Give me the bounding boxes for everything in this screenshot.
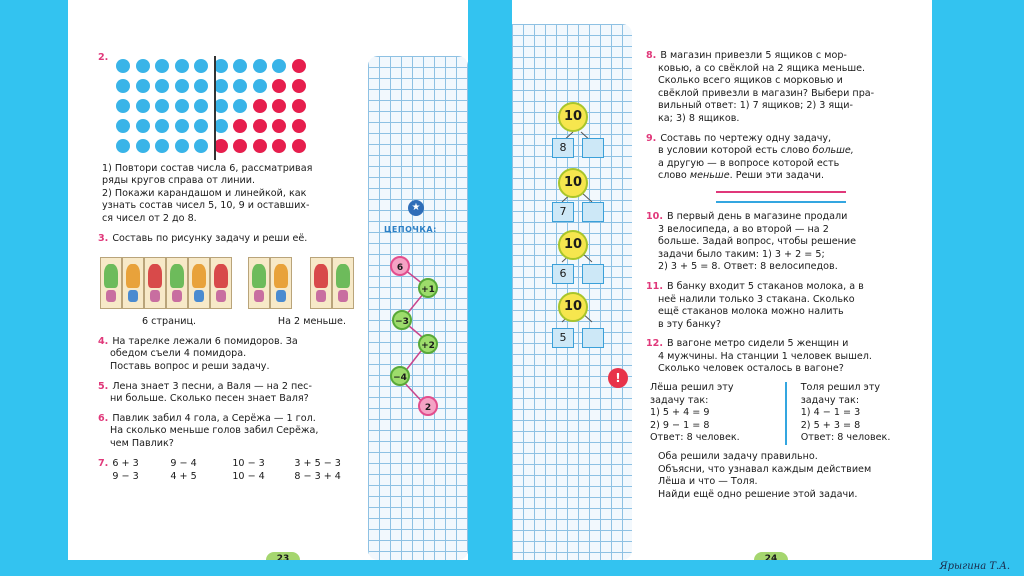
task-text: в эту банку?: [658, 318, 721, 330]
segment-line: [716, 201, 846, 203]
number-box: 8: [552, 138, 574, 158]
task-text: На сколько меньше голов забил Серёжа,: [110, 425, 319, 437]
right-text-column: [646, 50, 926, 508]
blue-dot: [233, 79, 247, 93]
book-page-image: [248, 257, 270, 309]
blue-dot: [253, 79, 267, 93]
task-text: Сколько человек осталось в вагоне?: [658, 363, 844, 375]
task-text: Составь по рисунку задачу и реши её.: [112, 232, 308, 244]
task-text: На тарелке лежали 6 помидоров. За: [112, 335, 298, 347]
book-page-image: [122, 257, 144, 309]
book-page-image: [270, 257, 292, 309]
number-circle: 10: [558, 168, 588, 198]
number-box: 5: [552, 328, 574, 348]
task-number: 8.: [646, 50, 657, 61]
blue-dot: [175, 139, 189, 153]
task-text: В магазин привезли 5 ящиков с мор-: [660, 50, 847, 61]
empty-box: [582, 138, 604, 158]
chain-label: ЦЕПОЧКА:: [384, 225, 437, 234]
task-number: 10.: [646, 210, 663, 222]
expression: 9 − 4: [170, 457, 197, 469]
solution-line: Ответ: 8 человек.: [800, 432, 891, 444]
red-dot: [253, 119, 267, 133]
empty-box: [582, 264, 604, 284]
book-page-image: [144, 257, 166, 309]
blue-dot: [214, 59, 228, 73]
caption: На 2 меньше.: [277, 316, 346, 328]
chain-node: 6: [390, 256, 410, 276]
blue-dot: [116, 59, 130, 73]
page-number: 23: [266, 552, 300, 560]
chain-node: +1: [418, 278, 438, 298]
tolya-solution: [797, 382, 926, 445]
red-dot: [233, 139, 247, 153]
book-page-image: [210, 257, 232, 309]
blue-dot: [136, 99, 150, 113]
task-number: 12.: [646, 338, 663, 350]
chain-node: −3: [392, 310, 412, 330]
task-text: ся чисел от 2 до 8.: [102, 212, 197, 224]
task-text: ряды кругов справа от линии.: [102, 175, 256, 187]
number-circle: 10: [558, 102, 588, 132]
task-number: 5.: [98, 380, 109, 392]
blue-dot: [136, 79, 150, 93]
number-circle: 10: [558, 230, 588, 260]
empty-box: [582, 328, 604, 348]
task-text: ковью, а со свёклой на 2 ящика меньше.: [658, 62, 866, 74]
blue-dot: [214, 99, 228, 113]
task-11: [646, 281, 926, 331]
expression: 10 − 3: [232, 457, 265, 469]
task-6: [98, 413, 360, 451]
expression: 6 + 3: [112, 457, 139, 469]
task-text: Объясни, что узнавал каждым действием: [658, 463, 872, 475]
task-3: [98, 233, 360, 329]
red-dot: [292, 99, 306, 113]
task-text: узнать состав чисел 5, 10, 9 и оставших-: [102, 200, 310, 212]
solutions-columns: [646, 382, 926, 445]
task-10: [646, 211, 926, 274]
solution-line: 1) 5 + 4 = 9: [650, 407, 710, 419]
segment-drawing: [716, 191, 846, 203]
blue-dot: [194, 99, 208, 113]
task-text: 2) Покажи карандашом и линейкой, как: [102, 187, 307, 199]
caption: 6 страниц.: [142, 316, 197, 328]
task-text: неё налили только 3 стакана. Сколько: [658, 293, 855, 305]
book-page-image: [166, 257, 188, 309]
task-12: [646, 338, 926, 501]
blue-dot: [194, 79, 208, 93]
task-text: ни больше. Сколько песен знает Валя?: [110, 393, 309, 405]
red-dot: [272, 139, 286, 153]
red-dot: [292, 139, 306, 153]
task-text: Найди ещё одно решение этой задачи.: [658, 488, 858, 500]
task-text: 2) 3 + 5 = 8. Ответ: 8 велосипедов.: [658, 261, 838, 273]
task-8: [646, 50, 926, 126]
task-text: 3 велосипеда, а во второй — на 2: [658, 223, 829, 235]
task-2: [98, 52, 360, 226]
solution-line: задачу так:: [800, 394, 860, 406]
task-text: Сколько всего ящиков с морковью и: [658, 75, 843, 87]
task-text: Составь по чертежу одну задачу,: [660, 132, 832, 144]
task-text: больше. Задай вопрос, чтобы решение: [658, 236, 857, 248]
solution-line: Толя решил эту: [800, 382, 881, 394]
task-text: . Реши эти задачи.: [729, 170, 825, 182]
book-page-image: [188, 257, 210, 309]
task-7: [98, 458, 360, 484]
expression: 8 − 3 + 4: [294, 471, 341, 483]
blue-dot: [136, 119, 150, 133]
task-9: [646, 133, 926, 203]
task-text: свёклой привезли в магазин? Выбери пра-: [658, 87, 875, 99]
red-dot: [214, 139, 228, 153]
author-signature: Ярыгина Т.А.: [939, 561, 1010, 572]
red-dot: [292, 79, 306, 93]
task-number: 3.: [98, 232, 109, 244]
solution-line: 1) 4 − 1 = 3: [800, 407, 861, 419]
empty-box: [582, 202, 604, 222]
blue-dot: [136, 59, 150, 73]
blue-dot: [136, 139, 150, 153]
task-number: 11.: [646, 280, 663, 292]
blue-dot: [233, 59, 247, 73]
number-box: 7: [552, 202, 574, 222]
solution-line: Ответ: 8 человек.: [650, 432, 740, 444]
segment-line: [716, 191, 846, 193]
red-dot: [253, 139, 267, 153]
key-word: больше,: [812, 145, 854, 157]
number-box: 6: [552, 264, 574, 284]
task-text: Оба решили задачу правильно.: [658, 451, 818, 463]
blue-dot: [175, 99, 189, 113]
task-number: 6.: [98, 412, 109, 424]
blue-dot: [175, 119, 189, 133]
task-text: ещё стаканов молока можно налить: [658, 306, 844, 318]
book-page-image: [332, 257, 354, 309]
blue-dot: [253, 59, 267, 73]
red-dot: [272, 79, 286, 93]
solution-line: 2) 5 + 3 = 8: [800, 419, 861, 431]
task-text: а другую — в вопросе которой есть: [658, 157, 840, 169]
task-number: 9.: [646, 132, 657, 144]
task-text: Поставь вопрос и реши задачу.: [110, 360, 270, 372]
blue-dot: [194, 59, 208, 73]
blue-dot: [155, 99, 169, 113]
blue-dot: [116, 139, 130, 153]
task-text: 1) Повтори состав числа 6, рассматривая: [102, 162, 313, 174]
task-text: вильный ответ: 1) 7 ящиков; 2) 3 ящи-: [658, 100, 853, 112]
task-text: Лена знает 3 песни, а Валя — на 2 пес-: [112, 380, 312, 392]
lesha-solution: [646, 382, 775, 445]
red-dot: [292, 59, 306, 73]
exclamation-icon: !: [608, 368, 628, 388]
blue-dot: [155, 79, 169, 93]
dot-grid: [116, 59, 316, 153]
column-divider: [785, 382, 786, 445]
task-text: в условии которой есть слово: [658, 145, 813, 157]
blue-dot: [116, 79, 130, 93]
blue-dot: [155, 59, 169, 73]
red-dot: [233, 119, 247, 133]
chain-node: −4: [390, 366, 410, 386]
blue-dot: [214, 119, 228, 133]
task-number: 7.: [98, 457, 109, 469]
solution-line: Лёша решил эту: [650, 382, 734, 394]
key-word: меньше: [689, 170, 730, 182]
blue-dot: [272, 59, 286, 73]
expression: 10 − 4: [232, 471, 265, 483]
blue-dot: [194, 139, 208, 153]
task-text: ка; 3) 8 ящиков.: [658, 112, 740, 124]
expression: 9 − 3: [112, 471, 139, 483]
divider-line: [214, 56, 216, 160]
task-text: В первый день в магазине продали: [667, 210, 848, 222]
book-page-image: [100, 257, 122, 309]
red-dot: [272, 99, 286, 113]
red-dot: [292, 119, 306, 133]
star-icon: ★: [408, 200, 424, 216]
blue-dot: [214, 79, 228, 93]
blue-dot: [155, 119, 169, 133]
red-dot: [272, 119, 286, 133]
task-text: 4 мужчины. На станции 1 человек вышел.: [658, 350, 872, 362]
task-number: 2.: [98, 52, 109, 63]
blue-dot: [233, 99, 247, 113]
chain-node: +2: [418, 334, 438, 354]
task-4: [98, 336, 360, 374]
task-text: Павлик забил 4 гола, а Серёжа — 1 гол.: [112, 412, 316, 424]
blue-dot: [155, 139, 169, 153]
solution-line: задачу так:: [650, 394, 709, 406]
book-page-image: [310, 257, 332, 309]
task-number: 4.: [98, 335, 109, 347]
task-text: В банку входит 5 стаканов молока, а в: [667, 280, 864, 292]
right-page: [512, 0, 932, 560]
expression: 4 + 5: [170, 471, 197, 483]
left-page: [68, 0, 468, 560]
chain-node: 2: [418, 396, 438, 416]
left-text-column: [98, 52, 360, 491]
page-number: 24: [754, 552, 788, 560]
blue-dot: [194, 119, 208, 133]
book-illustration: [98, 249, 360, 317]
task-text: В вагоне метро сидели 5 женщин и: [667, 338, 849, 350]
solution-line: 2) 9 − 1 = 8: [650, 419, 710, 431]
task-text: слово: [658, 170, 690, 182]
task-5: [98, 381, 360, 406]
blue-dot: [116, 119, 130, 133]
number-circle: 10: [558, 292, 588, 322]
expression: 3 + 5 − 3: [294, 457, 341, 469]
task-text: задачи было таким: 1) 3 + 2 = 5;: [658, 248, 825, 260]
red-dot: [253, 99, 267, 113]
blue-dot: [175, 59, 189, 73]
task-text: Лёша и что — Толя.: [658, 476, 758, 488]
blue-dot: [116, 99, 130, 113]
blue-dot: [175, 79, 189, 93]
task-text: обедом съели 4 помидора.: [110, 348, 247, 360]
task-text: чем Павлик?: [110, 437, 174, 449]
expression-grid: [112, 458, 356, 484]
